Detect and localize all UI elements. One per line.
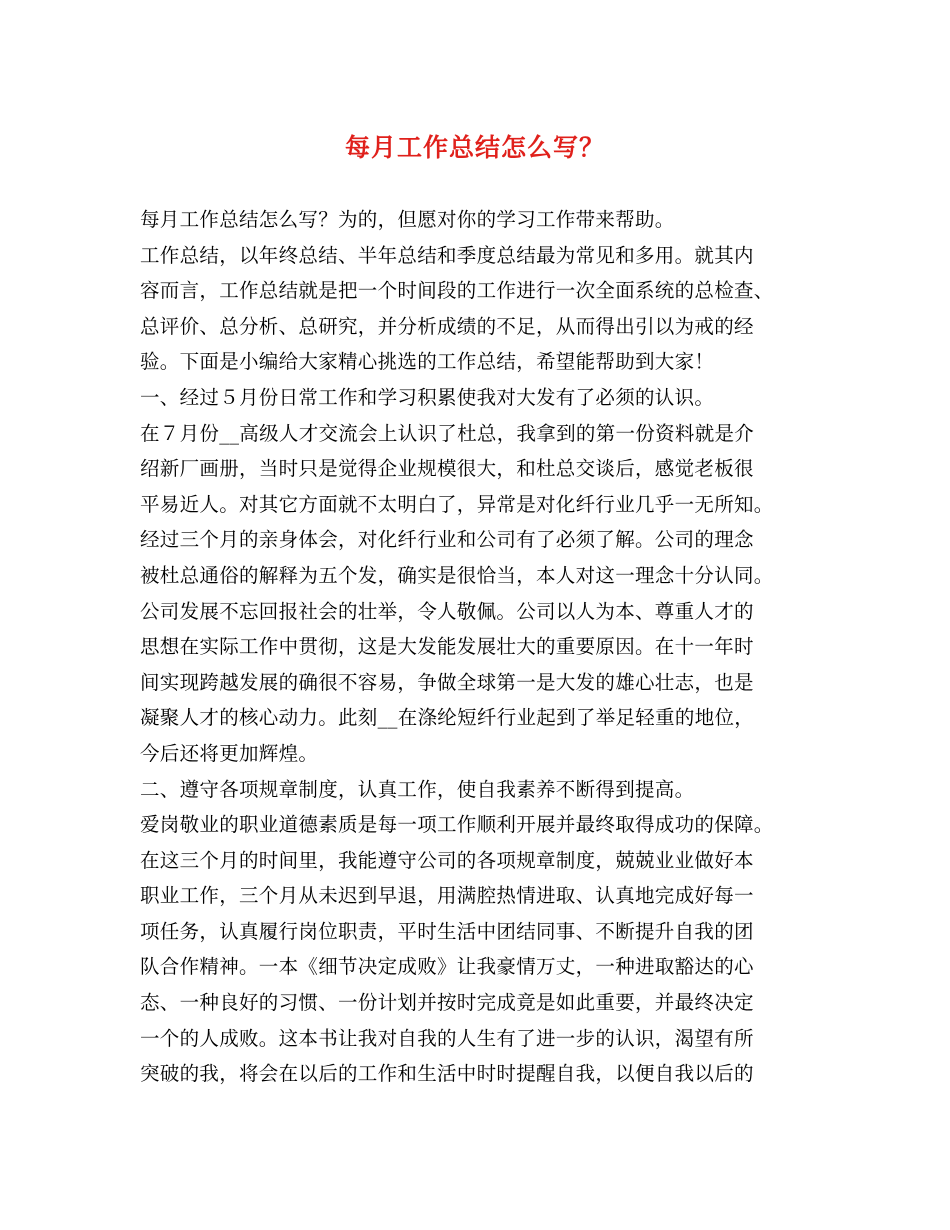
body-line: 职业工作，三个月从未迟到早退，用满腔热情进取、认真地完成好每一 — [140, 884, 754, 908]
body-line: 一、经过５月份日常工作和学习积累使我对大发有了必须的认识。 — [140, 385, 715, 409]
body-line: 绍新厂画册，当时只是觉得企业规模很大，和杜总交谈后，感觉老板很 — [140, 457, 754, 481]
body-line: 二、遵守各项规章制度，认真工作，使自我素养不断得到提高。 — [140, 777, 695, 801]
body-line: 每月工作总结怎么写？为的，但愿对你的学习工作带来帮助。 — [140, 208, 675, 231]
body-line: 突破的我，将会在以后的工作和生活中时时提醒自我，以便自我以后的 — [140, 1062, 754, 1086]
body-line: 工作总结，以年终总结、半年总结和季度总结最为常见和多用。就其内 — [140, 243, 754, 267]
document-body — [140, 202, 830, 1092]
body-line: 总评价、总分析、总研究，并分析成绩的不足，从而得出引以为戒的经 — [140, 314, 754, 338]
body-line: 在７月份__高级人才交流会上认识了杜总，我拿到的第一份资料就是介 — [140, 421, 755, 445]
body-line: 爱岗敬业的职业道德素质是每一项工作顺利开展并最终取得成功的保障。 — [140, 813, 774, 837]
body-line: 验。下面是小编给大家精心挑选的工作总结，希望能帮助到大家！ — [140, 350, 715, 374]
body-line: 平易近人。对其它方面就不太明白了，异常是对化纤行业几乎一无所知。 — [140, 492, 774, 516]
body-line: 间实现跨越发展的确很不容易，争做全球第一是大发的雄心壮志，也是 — [140, 670, 754, 694]
body-line: 经过三个月的亲身体会，对化纤行业和公司有了必须了解。公司的理念 — [140, 528, 754, 552]
document-title: 每月工作总结怎么写？ — [344, 133, 605, 162]
body-line: 被杜总通俗的解释为五个发，确实是很恰当，本人对这一理念十分认同。 — [140, 563, 774, 587]
body-line: 态、一种良好的习惯、一份计划并按时完成竟是如此重要，并最终决定 — [140, 991, 754, 1015]
body-line: 项任务，认真履行岗位职责，平时生活中团结同事、不断提升自我的团 — [140, 919, 754, 943]
body-line: 凝聚人才的核心动力。此刻__在涤纶短纤行业起到了举足轻重的地位， — [140, 706, 755, 730]
body-line: 公司发展不忘回报社会的壮举，令人敬佩。公司以人为本、尊重人才的 — [140, 599, 754, 623]
body-line: 一个的人成败。这本书让我对自我的人生有了进一步的认识，渴望有所 — [140, 1026, 754, 1050]
body-line: 容而言，工作总结就是把一个时间段的工作进行一次全面系统的总检查、 — [140, 279, 774, 303]
body-line: 在这三个月的时间里，我能遵守公司的各项规章制度，兢兢业业做好本 — [140, 848, 754, 872]
body-line: 思想在实际工作中贯彻，这是大发能发展壮大的重要原因。在十一年时 — [140, 635, 754, 659]
body-line: 今后还将更加辉煌。 — [140, 741, 319, 765]
body-line: 队合作精神。一本《细节决定成败》让我豪情万丈，一种进取豁达的心 — [140, 955, 754, 979]
